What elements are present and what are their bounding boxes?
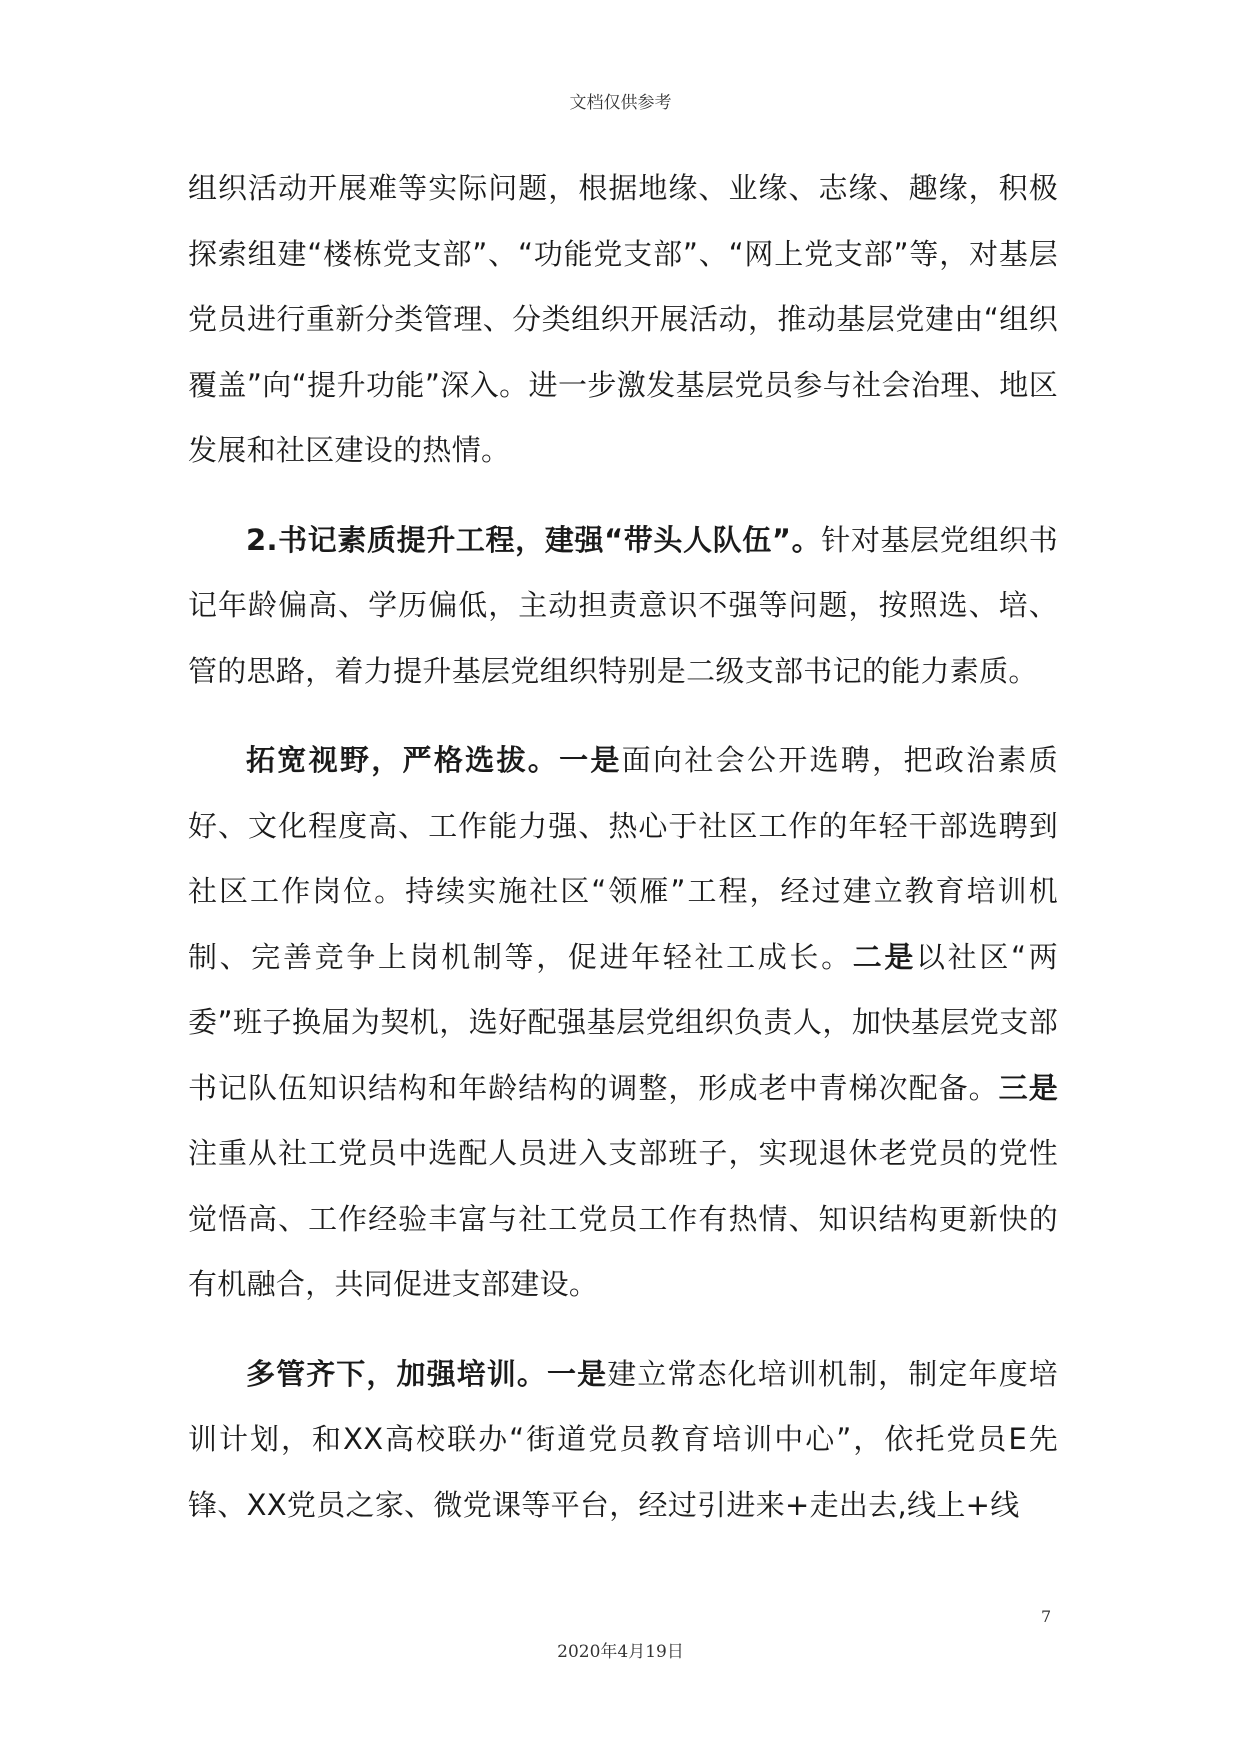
point-label-1: 一是 <box>547 1356 608 1391</box>
section-heading-secretary: 2.书记素质提升工程，建强“带头人队伍”。 <box>246 522 822 557</box>
paragraph-1: 组织活动开展难等实际问题，根据地缘、业缘、志缘、趣缘，积极探索组建“楼栋党支部”、“功能党支部”、“网上党支部”等，对基层党员进行重新分类管理、分类组织开展活动，推动基层党建由“组织覆盖”向“提升功能”深入。进一步激发基层党员参与社会治理、地区发展和社区建设的热情。 <box>188 171 1058 467</box>
footer-date: 2020年4月19日 <box>557 1642 684 1662</box>
point-text-1: 建立常态化培训机制，制定年度培训计划，和XX高校联办“街道党员教育培训中心”，依托党员E先锋、XX党员之家、微党课等平台，经过引进来+走出去,线上+线 <box>188 1356 1058 1522</box>
paragraph-3 <box>188 728 1058 1318</box>
page-number: 7 <box>1041 1607 1052 1626</box>
subheading-broaden-selection: 拓宽视野，严格选拔。 <box>246 743 560 777</box>
document-body <box>188 156 1058 1562</box>
point-text-1: 面向社会公开选聘，把政治素质好、文化程度高、工作能力强、热心于社区工作的年轻干部选聘到社区工作岗位。持续实施社区“领雁”工程，经过建立教育培训机制、完善竞争上岗机制等，促进年轻社工成长。 <box>188 743 1058 974</box>
subheading-training: 多管齐下，加强培训。 <box>246 1356 548 1391</box>
paragraph-4 <box>188 1342 1058 1539</box>
paragraph-2-text: 针对基层党组织书记年龄偏高、学历偏低，主动担责意识不强等问题，按照选、培、管的思路，着力提升基层党组织特别是二级支部书记的能力素质。 <box>188 522 1058 688</box>
point-text-3: 注重从社工党员中选配人员进入支部班子，实现退休老党员的党性觉悟高、工作经验丰富与社工党员工作有热情、知识结构更新快的有机融合，共同促进支部建设。 <box>188 1136 1058 1301</box>
paragraph-2 <box>188 508 1058 705</box>
point-label-2: 二是 <box>852 939 917 974</box>
point-text-2: 以社区“两委”班子换届为契机，选好配强基层党组织负责人，加快基层党支部书记队伍知识结构和年龄结构的调整，形成老中青梯次配备。 <box>188 939 1058 1105</box>
point-label-1: 一是 <box>559 743 622 777</box>
point-label-3: 三是 <box>998 1070 1058 1105</box>
page-header: 文档仅供参考 <box>569 93 672 113</box>
